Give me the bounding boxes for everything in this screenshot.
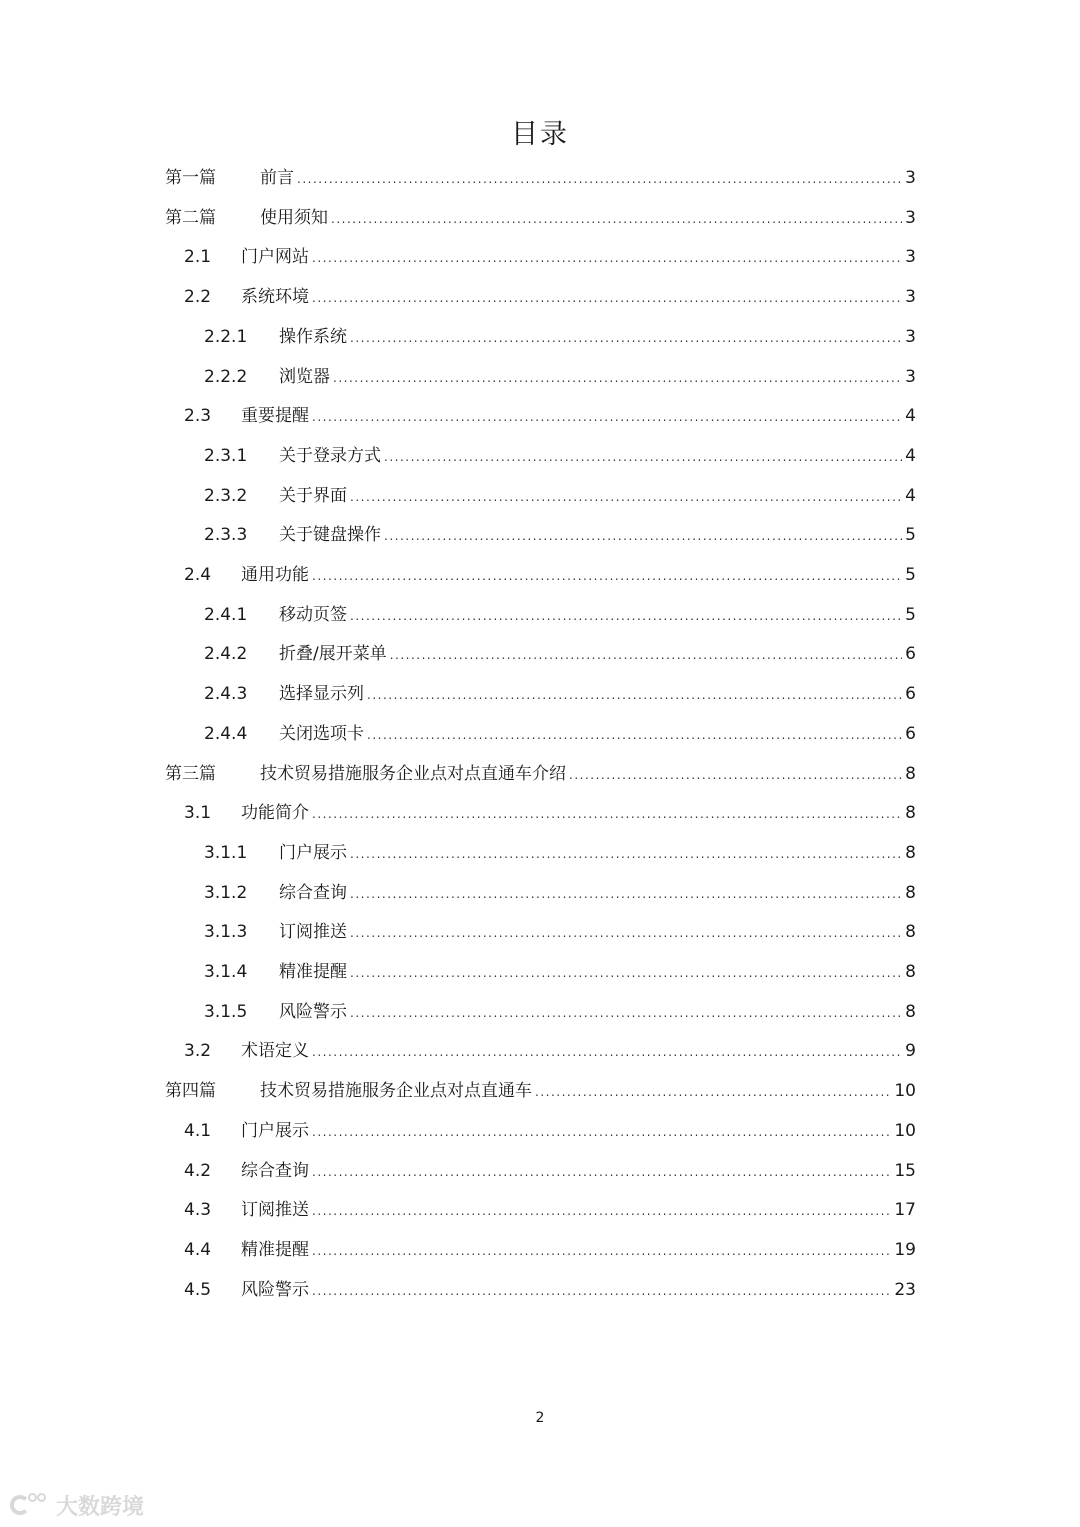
toc-dot-leader: [384, 442, 902, 472]
toc-entry-label: 功能简介: [241, 803, 309, 824]
toc-entry-page: 8: [905, 763, 916, 784]
toc-dot-leader: [367, 680, 902, 710]
toc-entry-number: 2.3.1: [204, 445, 248, 466]
toc-entry-page: 8: [905, 842, 916, 863]
toc-entry[interactable]: [204, 719, 916, 749]
toc-entry-label: 技术贸易措施服务企业点对点直通车介绍: [260, 763, 566, 784]
toc-entry-number: 第三篇: [165, 763, 216, 784]
toc-entry-label: 系统环境: [241, 287, 309, 308]
toc-entry-label: 重要提醒: [241, 406, 309, 427]
toc-dot-leader: [350, 958, 902, 988]
toc-entry-page: 23: [894, 1279, 916, 1300]
toc-entry-number: 3.1.2: [204, 882, 248, 903]
toc-entry-label: 技术贸易措施服务企业点对点直通车: [260, 1081, 532, 1102]
toc-dot-leader: [312, 1037, 902, 1067]
toc-dot-leader: [350, 482, 902, 512]
toc-dot-leader: [297, 164, 902, 194]
toc-dot-leader: [350, 839, 902, 869]
toc-entry[interactable]: [165, 1076, 916, 1106]
toc-dot-leader: [312, 561, 902, 591]
toc-entry[interactable]: [184, 401, 916, 431]
toc-entry-number: 3.1: [184, 803, 212, 824]
toc-entry-page: 8: [905, 1001, 916, 1022]
toc-entry[interactable]: [204, 679, 916, 709]
toc-entry-page: 8: [905, 803, 916, 824]
toc-entry-page: 19: [894, 1239, 916, 1260]
toc-entry-page: 6: [905, 723, 916, 744]
toc-entry[interactable]: [165, 163, 916, 193]
toc-entry-label: 风险警示: [279, 1001, 347, 1022]
toc-entry[interactable]: [184, 1116, 916, 1146]
toc-entry-page: 5: [905, 525, 916, 546]
toc-entry[interactable]: [204, 917, 916, 947]
toc-entry[interactable]: [204, 997, 916, 1027]
toc-dot-leader: [312, 1196, 891, 1226]
toc-entry-number: 2.4.1: [204, 604, 248, 625]
toc-dot-leader: [350, 918, 902, 948]
toc-entry-page: 4: [905, 445, 916, 466]
toc-dot-leader: [350, 879, 902, 909]
toc-entry-page: 4: [905, 485, 916, 506]
toc-entry[interactable]: [184, 1036, 916, 1066]
toc-dot-leader: [350, 323, 902, 353]
toc-entry[interactable]: [204, 639, 916, 669]
toc-entry-label: 浏览器: [279, 366, 330, 387]
toc-entry[interactable]: [165, 203, 916, 233]
toc-entry[interactable]: [184, 1156, 916, 1186]
toc-entry[interactable]: [184, 242, 916, 272]
toc-entry-page: 3: [905, 207, 916, 228]
toc-entry[interactable]: [184, 1275, 916, 1305]
toc-entry-number: 2.2: [184, 287, 212, 308]
toc-entry-page: 3: [905, 326, 916, 347]
toc-dot-leader: [384, 521, 902, 551]
toc-dot-leader: [333, 363, 902, 393]
toc-entry-label: 门户网站: [241, 247, 309, 268]
toc-entry-label: 关闭选项卡: [279, 723, 364, 744]
watermark: [10, 1490, 144, 1521]
toc-entry-page: 3: [905, 168, 916, 188]
toc-entry-number: 2.2.1: [204, 326, 248, 347]
toc-entry-label: 门户展示: [241, 1120, 309, 1141]
toc-title: 目录: [511, 119, 569, 150]
toc-entry-label: 订阅推送: [279, 922, 347, 943]
toc-dot-leader: [331, 204, 902, 234]
toc-entry[interactable]: [184, 798, 916, 828]
toc-entry[interactable]: [165, 759, 916, 789]
toc-dot-leader: [367, 720, 902, 750]
toc-entry-page: 15: [894, 1160, 916, 1181]
toc-entry-number: 3.1.3: [204, 922, 248, 943]
toc-entry-page: 8: [905, 922, 916, 943]
toc-entry-number: 4.5: [184, 1279, 212, 1300]
toc-entry[interactable]: [204, 441, 916, 471]
toc-entry[interactable]: [184, 282, 916, 312]
toc-dot-leader: [535, 1077, 891, 1107]
toc-entry[interactable]: [184, 1235, 916, 1265]
toc-entry-label: 操作系统: [279, 326, 347, 347]
toc-entry-number: 2.3: [184, 406, 212, 427]
toc-entry-number: 4.1: [184, 1120, 212, 1141]
toc-dot-leader: [390, 640, 902, 670]
toc-entry-label: 移动页签: [279, 604, 347, 625]
toc-entry-label: 风险警示: [241, 1279, 309, 1300]
toc-entry-number: 3.2: [184, 1041, 212, 1062]
watermark-text: 大数跨境: [56, 1495, 145, 1520]
page-number: 2: [535, 1410, 545, 1426]
toc-entry-number: 2.4.2: [204, 644, 248, 665]
toc-entry-number: 3.1.1: [204, 842, 248, 863]
toc-entry[interactable]: [184, 1195, 916, 1225]
toc-dot-leader: [312, 1276, 891, 1306]
toc-entry-page: 4: [905, 406, 916, 427]
toc-entry-label: 折叠/展开菜单: [279, 644, 387, 665]
toc-entry-number: 第二篇: [165, 207, 216, 228]
toc-entry-label: 精准提醒: [279, 962, 347, 982]
toc-entry-label: 前言: [260, 168, 294, 188]
toc-entry[interactable]: [204, 878, 916, 908]
toc-entry-page: 9: [905, 1041, 916, 1062]
toc-entry-label: 关于界面: [279, 485, 347, 506]
toc-dot-leader: [312, 1117, 891, 1147]
toc-entry-number: 2.1: [184, 247, 212, 268]
toc-entry-page: 3: [905, 366, 916, 387]
toc-entry[interactable]: [204, 520, 916, 550]
toc-dot-leader: [350, 998, 902, 1028]
toc-entry-number: 2.4.4: [204, 723, 248, 744]
toc-entry-number: 4.2: [184, 1160, 212, 1181]
toc-dot-leader: [312, 1236, 891, 1266]
toc-entry-number: 2.3.3: [204, 525, 248, 546]
toc-entry-page: 8: [905, 962, 916, 982]
toc-entry-label: 选择显示列: [279, 684, 364, 705]
toc-entry-number: 4.4: [184, 1239, 212, 1260]
toc-entry-label: 订阅推送: [241, 1200, 309, 1221]
toc-dot-leader: [350, 601, 902, 631]
toc-entry-number: 2.4: [184, 565, 212, 585]
toc-entry-number: 第四篇: [165, 1081, 216, 1102]
toc-entry-label: 综合查询: [241, 1160, 309, 1181]
toc-entry-label: 精准提醒: [241, 1239, 309, 1260]
toc-entry-page: 8: [905, 882, 916, 903]
toc-entry[interactable]: [204, 838, 916, 868]
toc-entry[interactable]: [204, 322, 916, 352]
toc-entry[interactable]: [204, 362, 916, 392]
toc-entry-page: 5: [905, 565, 916, 585]
toc-entry-number: 2.2.2: [204, 366, 248, 387]
toc-dot-leader: [312, 799, 902, 829]
toc-entry-page: 3: [905, 287, 916, 308]
toc-dot-leader: [569, 760, 902, 790]
toc-entry-number: 3.1.4: [204, 962, 248, 982]
toc-entry-label: 关于键盘操作: [279, 525, 381, 546]
toc-dot-leader: [312, 402, 902, 432]
toc-entry-number: 第一篇: [165, 168, 216, 188]
toc-entry-number: 2.3.2: [204, 485, 248, 506]
toc-entry-page: 17: [894, 1200, 916, 1221]
toc-entry-page: 3: [905, 247, 916, 268]
toc-entry-number: 2.4.3: [204, 684, 248, 705]
toc-entry-label: 术语定义: [241, 1041, 309, 1062]
toc-dot-leader: [312, 1157, 891, 1187]
toc-entry-number: 3.1.5: [204, 1001, 248, 1022]
toc-entry[interactable]: [184, 560, 916, 590]
toc-dot-leader: [312, 243, 902, 273]
toc-entry[interactable]: [204, 957, 916, 987]
toc-entry[interactable]: [204, 600, 916, 630]
toc-entry-page: 6: [905, 644, 916, 665]
toc-entry-page: 10: [894, 1081, 916, 1102]
toc-entry-page: 5: [905, 604, 916, 625]
toc-entry-number: 4.3: [184, 1200, 212, 1221]
toc-entry-label: 门户展示: [279, 842, 347, 863]
toc-entry-label: 通用功能: [241, 565, 309, 585]
toc-entry-page: 6: [905, 684, 916, 705]
toc-entry-label: 关于登录方式: [279, 445, 381, 466]
toc-entry-label: 使用须知: [260, 207, 328, 228]
toc-entry-page: 10: [894, 1120, 916, 1141]
watermark-logo-icon: [10, 1493, 50, 1519]
toc-entry[interactable]: [204, 481, 916, 511]
toc-dot-leader: [312, 283, 902, 313]
toc-entry-label: 综合查询: [279, 882, 347, 903]
